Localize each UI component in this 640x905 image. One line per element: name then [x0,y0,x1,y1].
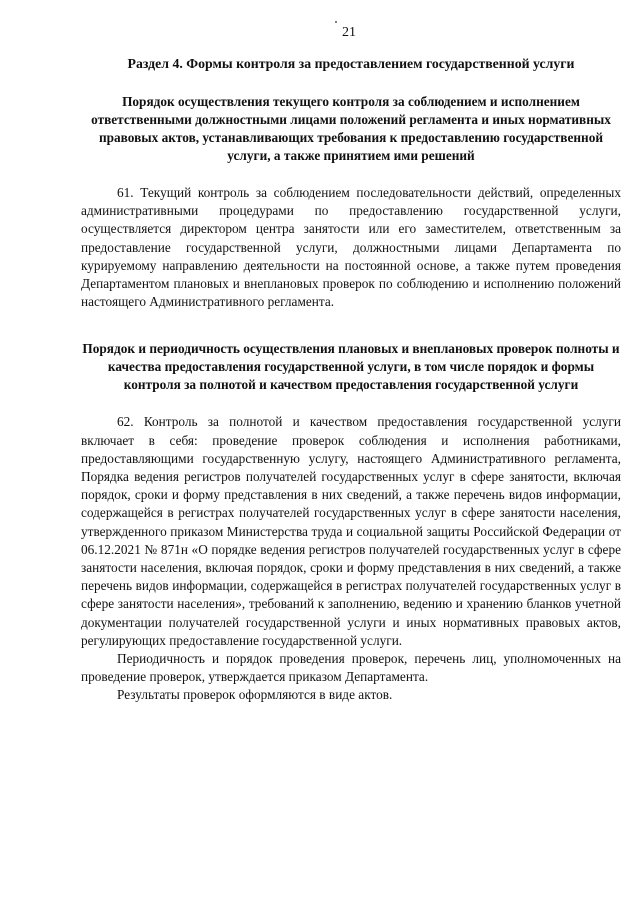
page-number: 21 [342,25,356,40]
section-title: Раздел 4. Формы контроля за предоставлением государственной услуги [127,56,575,71]
subsection-title-current-control: Порядок осуществления текущего контроля за соблюдением и исполнением ответственными должностными лицами положений регламента и иных нормативных правовых актов, устанавливающих требования к предоставлению государственной услуги, а также принятием ими решений [91,94,611,163]
paragraph-62: 62. Контроль за полнотой и качеством предоставления государственной услуги включает в себя: проведение проверок соблюдения и исполнения работниками, предоставляющими государственную услугу, настоящего Административного регламента, Порядка ведения регистров получателей государственных услуг в сфере занятости, включая порядок, сроки и форму представления в них сведений, а также перечень видов информации, содержащейся в регистрах получателей государственных услуг в сфере занятости населения, утвержденного приказом Министерства труда и социальной защиты Российской Федерации от 06.12.2021 № 871н «О порядке ведения регистров получателей государственных услуг в сфере занятости населения, включая порядок, сроки и форму представления в них сведений, а также перечень видов информации, содержащейся в регистрах получателей государственных услуг в сфере занятости населения», требований к заполнению, ведению и хранению бланков учетной документации получателей государственной услуги и иных нормативных правовых актов, регулирующих предоставление государственной услуги. [81,414,621,648]
subsection-title-inspections: Порядок и периодичность осуществления плановых и внеплановых проверок полноты и качества предоставления государственной услуги, в том числе порядок и формы контроля за полнотой и качеством предоставления государственной услуги [82,341,620,393]
paragraph-periodicity: Периодичность и порядок проведения проверок, перечень лиц, уполномоченных на проведение проверок, утверждается приказом Департамента. [81,651,621,685]
paragraph-results: Результаты проверок оформляются в виде актов. [117,687,393,703]
scan-speck [335,21,337,23]
paragraph-61: 61. Текущий контроль за соблюдением последовательности действий, определенных административными процедурами по предоставлению государственной услуги, осуществляется директором центра занятости или его заместителем, ответственным за предоставление государственной услуги, должностными лицами Департамента по курируемому направлению деятельности на постоянной основе, а также путем проведения Департаментом плановых и внеплановых проверок по соблюдению и исполнению положений настоящего Административного регламента. [81,185,621,310]
document-content [81,55,621,705]
